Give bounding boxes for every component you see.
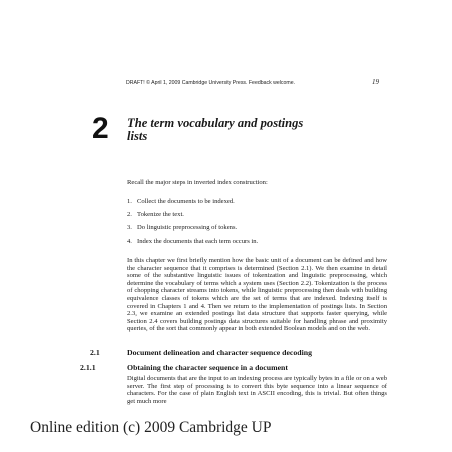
chapter-title [127, 117, 357, 143]
list-item-text: Tokenize the text. [137, 211, 184, 219]
list-item-text: Collect the documents to be indexed. [137, 198, 235, 205]
chapter-number: 2 [92, 112, 109, 145]
list-item [127, 198, 387, 211]
list-item-text: Index the documents that each term occurs in. [137, 237, 259, 245]
intro-text: Recall the major steps in inverted index construction: [127, 179, 268, 186]
list-item [127, 224, 387, 237]
chapter-title-line-1: The term vocabulary and postings [127, 116, 304, 130]
list-item-number: 1. [127, 198, 132, 205]
list-item-number: 4. [127, 237, 132, 245]
subsection-title: Obtaining the character sequence in a document [127, 363, 288, 372]
section-number: 2.1 [90, 348, 100, 357]
list-item-number: 3. [127, 224, 132, 232]
running-head: DRAFT! © April 1, 2009 Cambridge University Press. Feedback welcome. [126, 80, 296, 86]
steps-list [127, 198, 387, 251]
section-title: Document delineation and character sequence decoding [127, 348, 313, 357]
subsection-paragraph: Digital documents that are the input to an indexing process are typically bytes in a file or on a web server. The first step of processing is to convert this byte sequence into a linear sequence of characters. For the case of plain English text in ASCII encoding, this is trivial. But often things get much more [127, 375, 387, 405]
chapter-title-line-2: lists [127, 129, 148, 143]
page-number: 19 [372, 78, 379, 86]
subsection-number: 2.1.1 [80, 363, 96, 372]
list-item-text: Do linguistic preprocessing of tokens. [137, 224, 238, 232]
list-item [127, 238, 387, 251]
list-item [127, 211, 387, 224]
footer-edition-note: Online edition (c) 2009 Cambridge UP [30, 419, 272, 436]
body-paragraph: In this chapter we first briefly mention how the basic unit of a document can be defined and how the character sequence that it comprises is determined (Section 2.1). We then examine in detail some of the substantive linguistic issues of tokenization and linguistic preprocessing, which determine the vocabulary of terms which a system uses (Section 2.2). Tokenization is the process of chopping character streams into tokens, while linguistic preprocessing then deals with building equivalence classes of tokens which are the set of terms that are indexed. Indexing itself is covered in Chapters 1 and 4. Then we return to the implementation of postings lists. In Section 2.3, we examine an extended postings list data structure that supports faster querying, while Section 2.4 covers building postings data structures suitable for handling phrase and proximity queries, of the sort that commonly appear in both extended Boolean models and on the web. [127, 257, 387, 333]
list-item-number: 2. [127, 211, 132, 219]
